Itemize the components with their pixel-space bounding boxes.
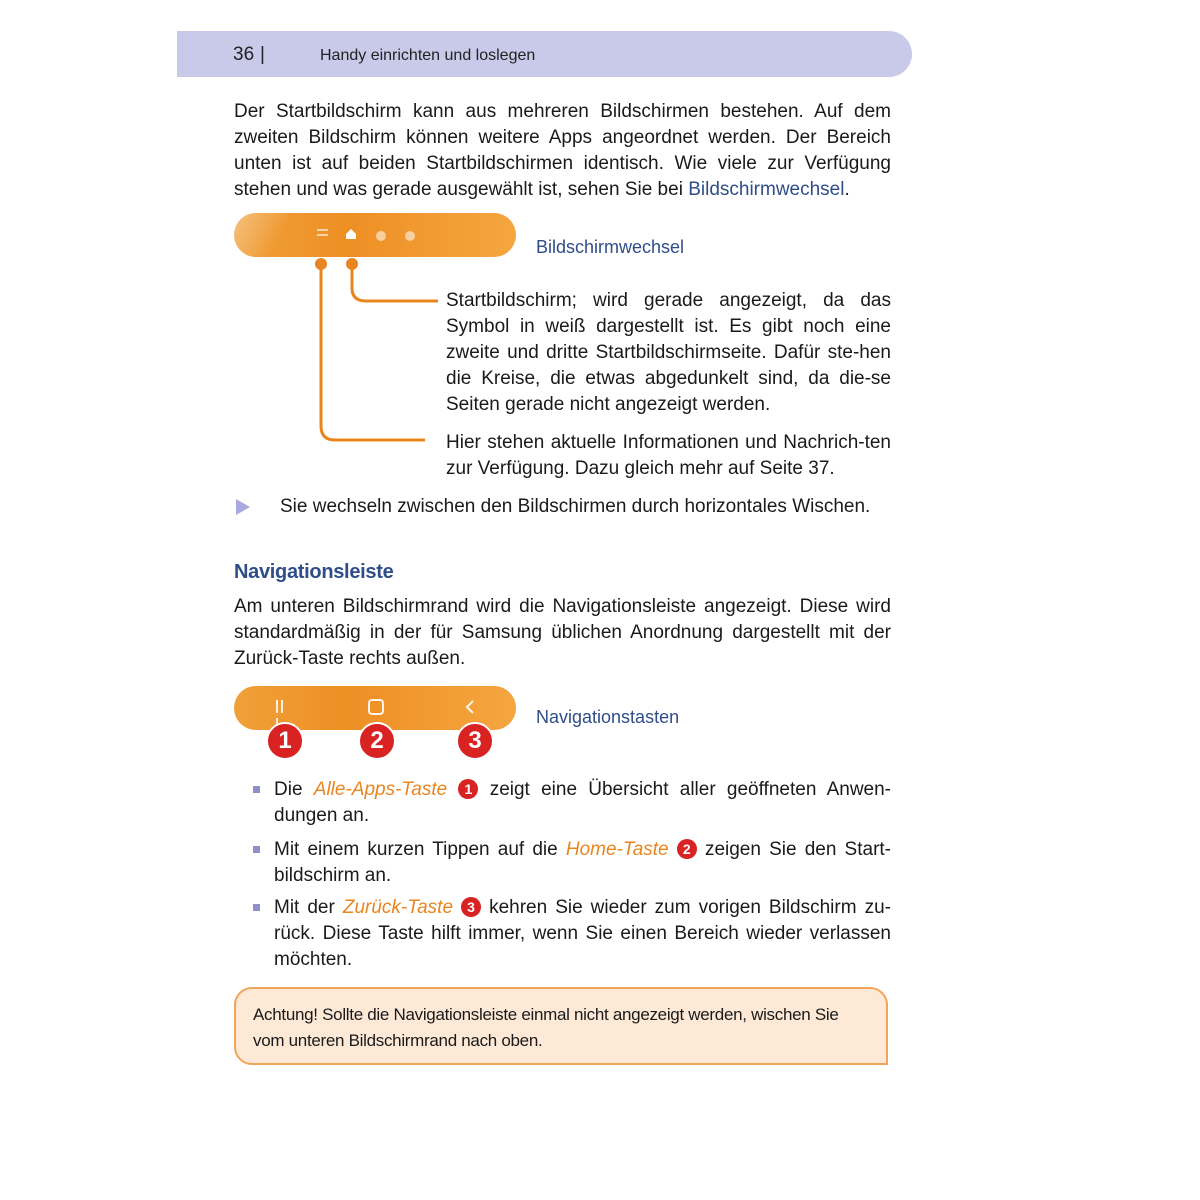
square-bullet-icon [253, 846, 260, 853]
list-item [274, 777, 891, 829]
badge-3: 3 [456, 722, 494, 760]
intro-text-end: . [844, 179, 850, 200]
list-text: kehren Sie wieder zum vorigen Bildschirm zu-rück. Diese Taste hilft immer, wenn Sie einen Bereich wieder verlassen möchten. [274, 897, 891, 970]
term-alle-apps: Alle-Apps-Taste [313, 779, 448, 800]
screen-switch-caption: Bildschirmwechsel [536, 237, 685, 257]
list-text: Mit einem kurzen Tippen auf die [274, 839, 566, 860]
badge-2: 2 [358, 722, 396, 760]
screen-switch-reference: Bildschirmwechsel [688, 179, 845, 200]
inline-badge-1: 1 [458, 779, 478, 799]
recent-apps-icon [276, 700, 290, 714]
badge-1: 1 [266, 722, 304, 760]
list-text: Mit der [274, 897, 343, 918]
square-bullet-icon [253, 904, 260, 911]
page-separator: | [260, 44, 265, 65]
square-bullet-icon [253, 786, 260, 793]
list-text: zeigen Sie den Start-bildschirm an. [274, 839, 892, 886]
chapter-title: Handy einrichten und loslegen [320, 47, 536, 64]
navigation-paragraph: Am unteren Bildschirmrand wird die Navigationsleiste angezeigt. Diese wird standardmäßig in der für Samsung üblichen Anordnung dargestellt mit der Zurück-Taste rechts außen. [234, 596, 891, 669]
section-title: Navigationsleiste [234, 561, 394, 583]
list-item [274, 895, 891, 973]
back-icon [463, 700, 477, 714]
callout-home-screen: Startbildschirm; wird gerade angezeigt, da das Symbol in weiß dargestellt ist. Es gibt noch eine zweite und dritte Startbildschirmseite. Dafür ste-hen die Kreise, die etwas abgedunkelt sind, da die-se Seiten gerade nicht angezeigt werden. [446, 290, 891, 415]
triangle-bullet-icon [236, 499, 250, 515]
list-text: Die [274, 779, 314, 800]
inline-badge-3: 3 [461, 897, 481, 917]
list-item [274, 837, 891, 889]
page-number: 36 [233, 44, 255, 65]
intro-text: Der Startbildschirm kann aus mehreren Bildschirmen bestehen. Auf dem zweiten Bildschirm können weitere Apps angeordnet werden. Der Bereich unten ist auf beiden Startbildschirmen identisch. Wie viele zur Verfügung stehen und was gerade ausgewählt ist, sehen Sie bei [234, 101, 891, 200]
navigation-caption: Navigationstasten [536, 707, 680, 727]
home-button-icon [368, 699, 384, 715]
swipe-hint: Sie wechseln zwischen den Bildschirmen durch horizontales Wischen. [280, 496, 871, 517]
term-home: Home-Taste [565, 839, 669, 860]
callout-info-area: Hier stehen aktuelle Informationen und Nachrich-ten zur Verfügung. Dazu gleich mehr auf Seite 37. [446, 432, 891, 479]
term-zurueck: Zurück-Taste [342, 897, 454, 918]
inline-badge-2: 2 [677, 839, 697, 859]
note-text: Achtung! Sollte die Navigationsleiste einmal nicht angezeigt werden, wischen Sie vom unteren Bildschirmrand nach oben. [253, 1005, 839, 1050]
list-text: zeigt eine Übersicht aller geöffneten Anwen-dungen an. [274, 779, 892, 826]
